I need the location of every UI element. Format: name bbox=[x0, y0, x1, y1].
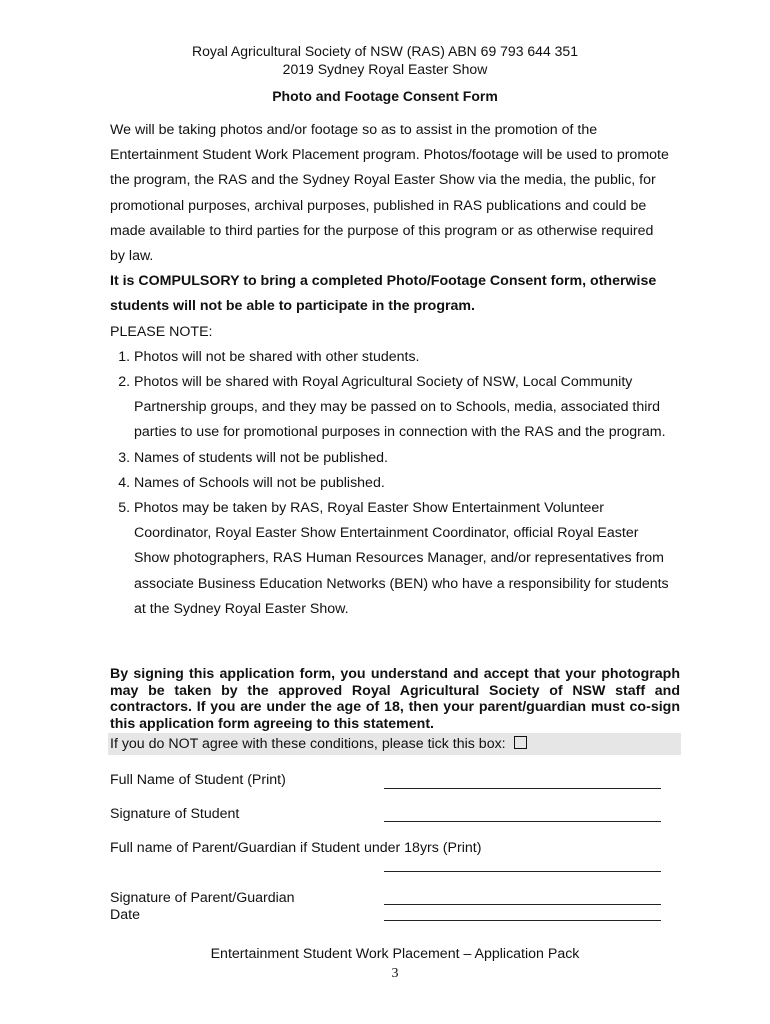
header-event: 2019 Sydney Royal Easter Show bbox=[282, 61, 488, 77]
student-signature-field[interactable] bbox=[384, 821, 661, 822]
note-item: 2. Photos will be shared with Royal Agricultural Society of NSW, Local Community Partnership groups, and they may be passed on to Schools, media, associated third parties to use for promotional purposes in connection with the RAS and the program. bbox=[134, 370, 670, 446]
intro-paragraph: We will be taking photos and/or footage so as to assist in the promotion of the Entertainment Student Work Placement program. Photos/footage will be used to promote the program, the RAS and the Sydney Royal Easter Show via the media, the public, for promotional purposes, archival purposes, published in RAS publications and could be made available to third parties for the purpose of this program or as otherwise required by law. bbox=[110, 122, 669, 265]
page-title: Photo and Footage Consent Form bbox=[272, 88, 498, 104]
notes-list bbox=[110, 345, 670, 622]
optout-label: If you do NOT agree with these conditions, please tick this box: bbox=[110, 736, 506, 752]
signing-statement: By signing this application form, you understand and accept that your photograph may be taken by the approved Royal Agricultural Society of NSW staff and contractors. If you are under the age of 18, then your parent/guardian must co-sign this application form agreeing to this statement. bbox=[110, 666, 680, 732]
parent-signature-field[interactable] bbox=[384, 904, 661, 905]
footer-text: Entertainment Student Work Placement – Application Pack bbox=[210, 946, 580, 962]
date-label: Date bbox=[110, 907, 140, 923]
parent-signature-label: Signature of Parent/Guardian bbox=[110, 890, 295, 906]
note-item: 4. Names of Schools will not be published. bbox=[134, 471, 670, 496]
optout-row bbox=[108, 733, 681, 755]
student-name-field[interactable] bbox=[384, 788, 661, 789]
parent-name-field[interactable] bbox=[384, 871, 661, 872]
compulsory-notice: It is COMPULSORY to bring a completed Photo/Footage Consent form, otherwise students will not be able to participate in the program. bbox=[110, 273, 657, 315]
page-number: 3 bbox=[391, 966, 399, 981]
header-organisation: Royal Agricultural Society of NSW (RAS) ABN 69 793 644 351 bbox=[192, 43, 578, 59]
student-name-label: Full Name of Student (Print) bbox=[110, 772, 286, 788]
student-signature-label: Signature of Student bbox=[110, 806, 240, 822]
note-item: 1. Photos will not be shared with other students. bbox=[134, 345, 670, 370]
note-label: PLEASE NOTE: bbox=[110, 323, 213, 340]
note-item: 3. Names of students will not be published. bbox=[134, 446, 670, 471]
content-block bbox=[110, 118, 670, 622]
note-item: 5. Photos may be taken by RAS, Royal Easter Show Entertainment Volunteer Coordinator, Royal Easter Show Entertainment Coordinator, official Royal Easter Show photographers, RAS Human Resources Manager, and/or representatives from associate Business Education Networks (BEN) who have a responsibility for students at the Sydney Royal Easter Show. bbox=[134, 496, 670, 622]
optout-checkbox[interactable] bbox=[514, 736, 527, 749]
date-field[interactable] bbox=[384, 920, 661, 921]
parent-name-label: Full name of Parent/Guardian if Student under 18yrs (Print) bbox=[110, 840, 482, 856]
